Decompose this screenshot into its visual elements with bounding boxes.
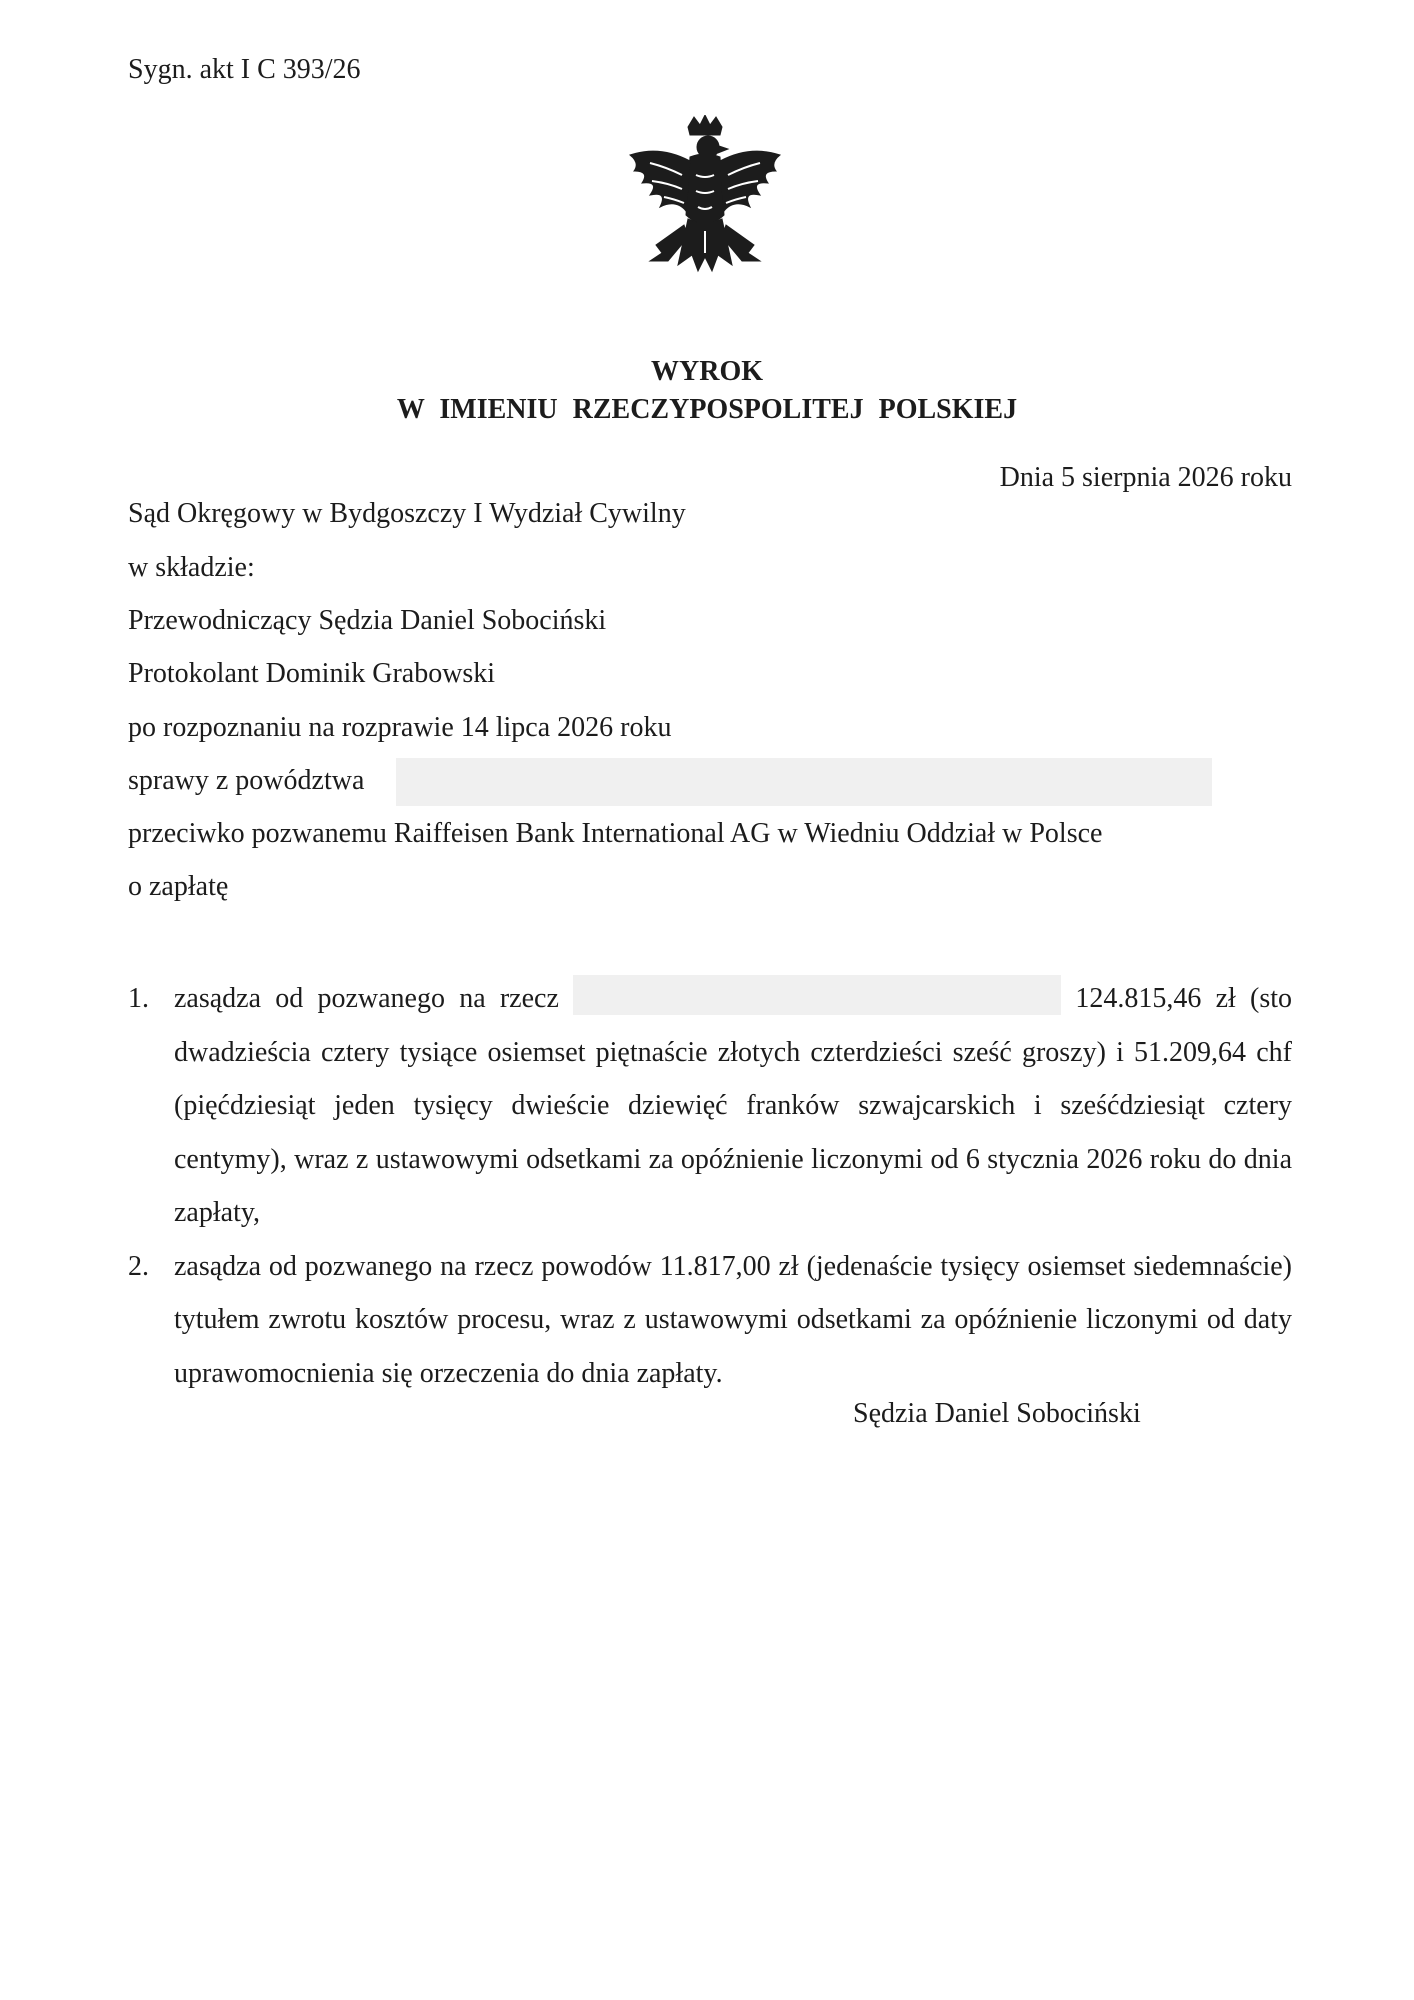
ruling-item-text — [174, 972, 1292, 1240]
ruling-item — [128, 972, 1292, 1240]
ruling-item — [128, 1240, 1292, 1401]
ruling-item-text: zasądza od pozwanego na rzecz powodów 11.817,00 zł (jedenaście tysięcy osiemset siedemnaście) tytułem zwrotu kosztów procesu, wraz z ustawowymi odsetkami za opóźnienie liczonymi od daty uprawomocnienia się orzeczenia do dnia zapłaty. — [174, 1250, 1292, 1389]
defendant-line: przeciwko pozwanemu Raiffeisen Bank International AG w Wiedniu Oddział w Polsce — [128, 818, 1103, 849]
judgment-subtitle: W IMIENIU RZECZYPOSPOLITEJ POLSKIEJ — [396, 394, 1018, 425]
hearing-info: po rozpoznaniu na rozprawie 14 lipca 2026 roku — [128, 712, 672, 743]
case-subject: o zapłatę — [128, 871, 229, 902]
composition-label: w składzie: — [128, 552, 255, 583]
presiding-judge: Przewodniczący Sędzia Daniel Sobociński — [128, 605, 607, 636]
court-name: Sąd Okręgowy w Bydgoszczy I Wydział Cywilny — [128, 498, 686, 529]
redacted-plaintiff-block — [396, 758, 1212, 806]
judgment-title: WYROK — [651, 356, 763, 387]
judgment-date: Dnia 5 sierpnia 2026 roku — [999, 462, 1292, 493]
polish-eagle-emblem-icon — [620, 115, 790, 295]
case-of-label: sprawy z powództwa — [128, 765, 365, 796]
ruling-item-number: 2. — [128, 1250, 149, 1282]
case-signature: Sygn. akt I C 393/26 — [128, 54, 361, 85]
ruling-item-text-end: 124.815,46 zł (sto dwadzieścia cztery tysiące osiemset piętnaście złotych czterdzieści sześć groszy) i 51.209,64 chf (pięćdziesiąt jeden tysięcy dwieście dziewięć franków szwajcarskich i sześćdziesiąt cztery centymy), wraz z ustawowymi odsetkami za opóźnienie liczonymi od 6 stycznia 2026 roku do dnia zapłaty, — [174, 983, 1292, 1228]
ruling-item-text-start: zasądza od pozwanego na rzecz — [174, 983, 559, 1014]
ruling-list — [128, 972, 1292, 1400]
ruling-item-number: 1. — [128, 983, 149, 1014]
court-clerk: Protokolant Dominik Grabowski — [128, 658, 496, 689]
redacted-plaintiff-inline — [573, 975, 1061, 1015]
judge-signature: Sędzia Daniel Sobociński — [853, 1398, 1141, 1429]
